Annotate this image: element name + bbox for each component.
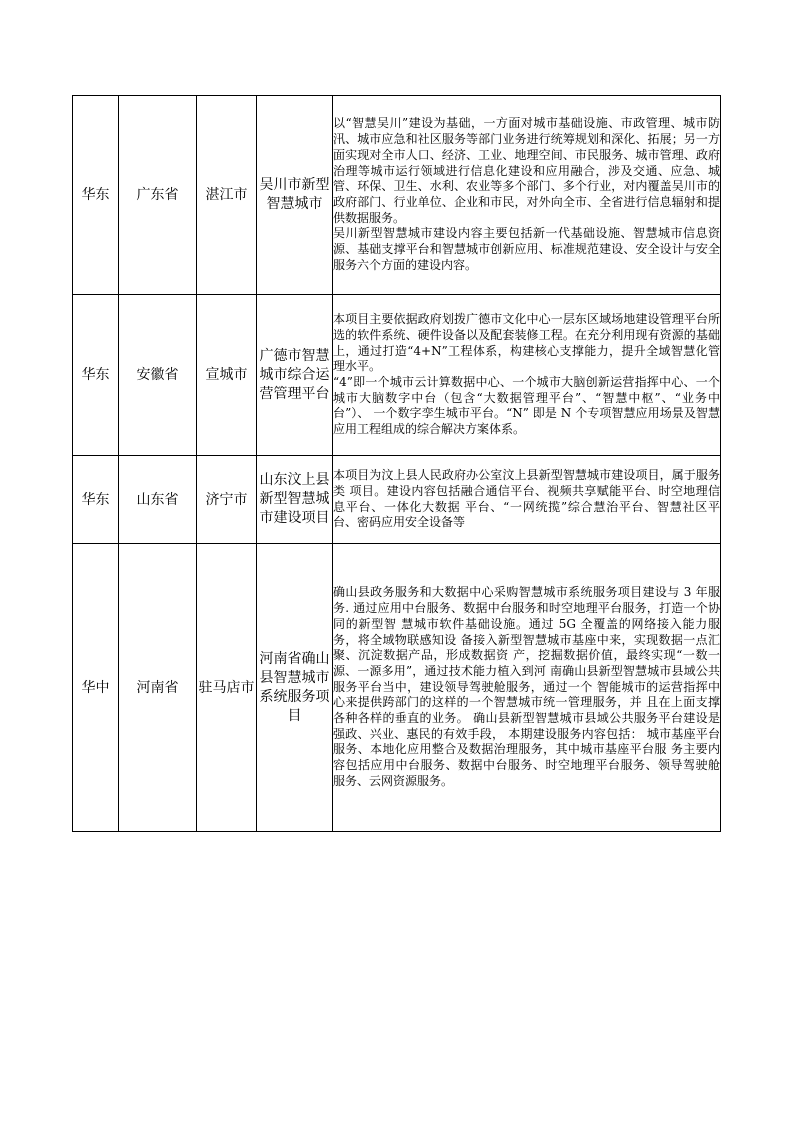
project-name-cell: 山东汶上县新型智慧城市建设项目 xyxy=(257,456,333,544)
project-name-cell: 河南省确山县智慧城市系统服务项目 xyxy=(257,544,333,832)
project-description-cell: 以“智慧吴川”建设为基础，一方面对城市基础设施、市政管理、城市防汛、城市应急和社区服务等部门业务进行统筹规划和深化、拓展；另一方面实现对全市人口、经济、工业、地理空间、市民服务、城市管理、政府治理等城市运行领域进行信息化建设和应用融合，涉及交通、应急、城管、环保、卫生、水利、农业等多个部门、多个行业，对内覆盖吴川市的政府部门、行业单位、企业和市民，对外向全市、全省进行信息辐射和提供数据服务。 吴川新型智慧城市建设内容主要包括新一代基础设施、智慧城市信息资源、基础支撑平台和智慧城市创新应用、标准规范建设、安全设计与安全服务六个方面的建设内容。 xyxy=(333,96,721,295)
table-row xyxy=(73,96,721,295)
province-cell: 山东省 xyxy=(119,456,197,544)
city-cell: 宣城市 xyxy=(197,295,257,456)
region-cell: 华东 xyxy=(73,456,119,544)
city-cell: 济宁市 xyxy=(197,456,257,544)
province-cell: 广东省 xyxy=(119,96,197,295)
region-cell: 华东 xyxy=(73,295,119,456)
table-row xyxy=(73,544,721,832)
table-row xyxy=(73,456,721,544)
province-cell: 安徽省 xyxy=(119,295,197,456)
project-table xyxy=(72,95,721,832)
region-cell: 华中 xyxy=(73,544,119,832)
project-name-cell: 广德市智慧城市综合运营管理平台 xyxy=(257,295,333,456)
project-description-cell: 本项目主要依据政府划拨广德市文化中心一层东区域场地建设管理平台所选的软件系统、硬件设备以及配套装修工程。在充分利用现有资源的基础上，通过打造“4+N”工程体系，构建核心支撑能力，提升全域智慧化管理水平。 “4”即一个城市云计算数据中心、一个城市大脑创新运营指挥中心、一个城市大脑数字中台（包含“大数据管理平台”、“智慧中枢”、“业务中台”）、 一个数字孪生城市平台。“N” 即是 N 个专项智慧应用场景及智慧应用工程组成的综合解决方案体系。 xyxy=(333,295,721,456)
project-description-cell: 本项目为汶上县人民政府办公室汶上县新型智慧城市建设项目，属于服务类 项目。建设内容包括融合通信平台、视频共享赋能平台、时空地理信息平台、一体化大数据 平台、“一网统揽”综合慧治平台、智慧社区平台、密码应用安全设备等 xyxy=(333,456,721,544)
city-cell: 湛江市 xyxy=(197,96,257,295)
province-cell: 河南省 xyxy=(119,544,197,832)
city-cell: 驻马店市 xyxy=(197,544,257,832)
project-description-cell: 确山县政务服务和大数据中心采购智慧城市系统服务项目建设与 3 年服务. 通过应用中台服务、数据中台服务和时空地理平台服务，打造一个协同的新型智 慧城市软件基础设施。通过 5G 全覆盖的网络接入能力服务，将全域物联感知设 备接入新型智慧城市基座中来，实现数据一点汇聚、沉淀数据产品，形成数据资 产，挖掘数据价值，最终实现“一数一源、一源多用”，通过技术能力植入到河 南确山县新型智慧城市县域公共服务平台当中，建设领导驾驶舱服务，通过一个 智能城市的运营指挥中心来提供跨部门的这样的一个智慧城市统一管理服务，并 且在上面支撑各种各样的垂直的业务。 确山县新型智慧城市县域公共服务平台建设是强政、兴业、惠民的有效手段， 本期建设服务内容包括： 城市基座平台服务、本地化应用整合及数据治理服务，其中城市基座平台服 务主要内容包括应用中台服务、数据中台服务、时空地理平台服务、领导驾驶舱 服务、云网资源服务。 xyxy=(333,544,721,832)
region-cell: 华东 xyxy=(73,96,119,295)
table-row xyxy=(73,295,721,456)
project-name-cell: 吴川市新型智慧城市 xyxy=(257,96,333,295)
